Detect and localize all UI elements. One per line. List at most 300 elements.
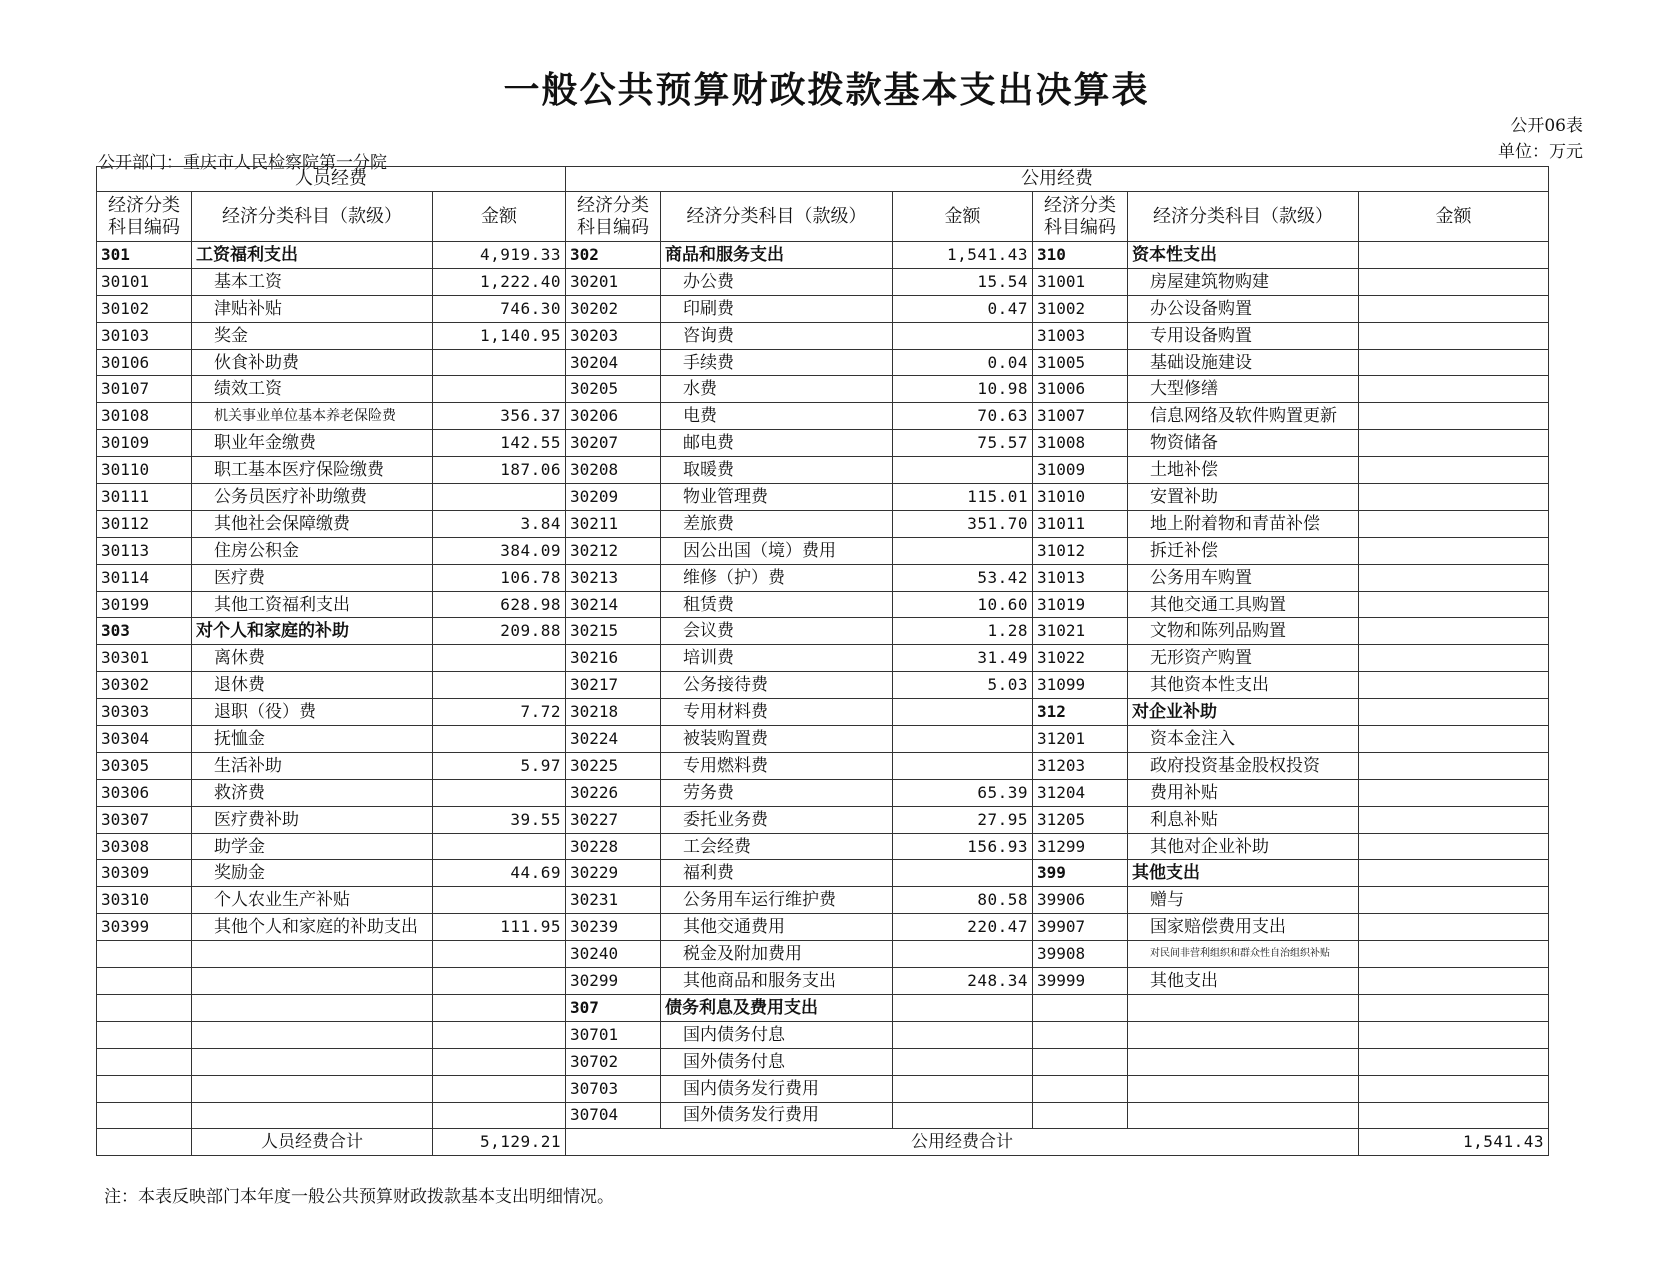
code-cell: 30302 — [97, 672, 192, 699]
amount-cell — [1359, 914, 1549, 941]
name-cell: 手续费 — [661, 349, 893, 376]
personnel-group-header: 人员经费 — [97, 167, 566, 192]
code-cell: 31003 — [1033, 322, 1128, 349]
table-row — [97, 349, 1549, 376]
amount-cell: 53.42 — [893, 564, 1033, 591]
name-cell: 其他交通工具购置 — [1128, 591, 1359, 618]
amount-cell — [433, 376, 566, 403]
name-cell: 专用材料费 — [661, 699, 893, 726]
col-header-amount: 金额 — [433, 192, 566, 242]
name-cell — [1128, 1102, 1359, 1129]
name-cell: 福利费 — [661, 860, 893, 887]
code-cell: 30702 — [566, 1048, 661, 1075]
name-cell: 办公费 — [661, 268, 893, 295]
amount-cell — [893, 537, 1033, 564]
code-cell: 312 — [1033, 699, 1128, 726]
amount-cell — [1359, 349, 1549, 376]
name-cell: 公务用车运行维护费 — [661, 887, 893, 914]
name-cell: 工会经费 — [661, 833, 893, 860]
amount-cell — [1359, 537, 1549, 564]
amount-cell: 80.58 — [893, 887, 1033, 914]
table-row — [97, 242, 1549, 269]
code-cell — [1033, 1102, 1128, 1129]
code-cell: 31099 — [1033, 672, 1128, 699]
amount-cell — [433, 349, 566, 376]
name-cell — [192, 1102, 433, 1129]
code-cell: 30218 — [566, 699, 661, 726]
amount-cell: 75.57 — [893, 430, 1033, 457]
name-cell: 咨询费 — [661, 322, 893, 349]
name-cell — [192, 994, 433, 1021]
table-row — [97, 430, 1549, 457]
amount-cell — [893, 1102, 1033, 1129]
personnel-total-label: 人员经费合计 — [192, 1129, 433, 1156]
amount-cell: 39.55 — [433, 806, 566, 833]
code-cell: 30207 — [566, 430, 661, 457]
code-cell: 30217 — [566, 672, 661, 699]
name-cell: 土地补偿 — [1128, 457, 1359, 484]
table-row — [97, 779, 1549, 806]
table-row — [97, 484, 1549, 511]
amount-cell — [893, 1075, 1033, 1102]
amount-cell — [1359, 1021, 1549, 1048]
code-cell: 31022 — [1033, 645, 1128, 672]
code-cell: 301 — [97, 242, 192, 269]
col-header-amount: 金额 — [893, 192, 1033, 242]
amount-cell — [1359, 645, 1549, 672]
code-cell: 30304 — [97, 726, 192, 753]
table-row — [97, 752, 1549, 779]
code-cell: 31204 — [1033, 779, 1128, 806]
name-cell: 津贴补贴 — [192, 295, 433, 322]
amount-cell — [433, 1048, 566, 1075]
name-cell: 工资福利支出 — [192, 242, 433, 269]
table-row — [97, 268, 1549, 295]
amount-cell — [1359, 887, 1549, 914]
code-cell: 31010 — [1033, 484, 1128, 511]
code-cell: 31019 — [1033, 591, 1128, 618]
amount-cell — [893, 457, 1033, 484]
code-cell: 31201 — [1033, 726, 1128, 753]
code-cell: 30228 — [566, 833, 661, 860]
code-cell: 30229 — [566, 860, 661, 887]
name-cell: 赠与 — [1128, 887, 1359, 914]
code-cell: 39907 — [1033, 914, 1128, 941]
table-row — [97, 726, 1549, 753]
code-cell: 30102 — [97, 295, 192, 322]
amount-cell — [893, 941, 1033, 968]
name-cell: 国外债务付息 — [661, 1048, 893, 1075]
amount-cell — [433, 726, 566, 753]
amount-cell: 44.69 — [433, 860, 566, 887]
public-group-header: 公用经费 — [566, 167, 1549, 192]
column-header-row — [97, 192, 1549, 242]
code-cell — [97, 1102, 192, 1129]
name-cell — [1128, 1048, 1359, 1075]
amount-cell: 187.06 — [433, 457, 566, 484]
amount-cell — [1359, 618, 1549, 645]
name-cell: 资本金注入 — [1128, 726, 1359, 753]
group-header-row — [97, 167, 1549, 192]
code-cell: 30110 — [97, 457, 192, 484]
code-cell — [1033, 1075, 1128, 1102]
code-cell: 30310 — [97, 887, 192, 914]
code-cell: 30701 — [566, 1021, 661, 1048]
code-cell: 30113 — [97, 537, 192, 564]
code-cell: 30399 — [97, 914, 192, 941]
amount-cell: 0.04 — [893, 349, 1033, 376]
name-cell: 救济费 — [192, 779, 433, 806]
name-cell — [192, 941, 433, 968]
code-cell: 31205 — [1033, 806, 1128, 833]
name-cell: 国内债务付息 — [661, 1021, 893, 1048]
name-cell: 对民间非营利组织和群众性自治组织补贴 — [1128, 941, 1359, 968]
name-cell: 其他资本性支出 — [1128, 672, 1359, 699]
amount-cell: 15.54 — [893, 268, 1033, 295]
code-cell — [97, 968, 192, 995]
amount-cell — [1359, 994, 1549, 1021]
table-row — [97, 860, 1549, 887]
amount-cell — [1359, 510, 1549, 537]
code-cell: 30303 — [97, 699, 192, 726]
amount-cell — [433, 1102, 566, 1129]
name-cell: 办公设备购置 — [1128, 295, 1359, 322]
amount-cell — [893, 1021, 1033, 1048]
amount-cell — [893, 322, 1033, 349]
code-cell: 31005 — [1033, 349, 1128, 376]
amount-cell — [433, 1075, 566, 1102]
name-cell: 职工基本医疗保险缴费 — [192, 457, 433, 484]
name-cell: 助学金 — [192, 833, 433, 860]
code-cell: 30224 — [566, 726, 661, 753]
code-cell: 39999 — [1033, 968, 1128, 995]
name-cell: 其他商品和服务支出 — [661, 968, 893, 995]
code-cell: 30226 — [566, 779, 661, 806]
name-cell: 委托业务费 — [661, 806, 893, 833]
code-cell: 30106 — [97, 349, 192, 376]
amount-cell — [433, 645, 566, 672]
amount-cell — [433, 994, 566, 1021]
table-row — [97, 457, 1549, 484]
name-cell: 费用补贴 — [1128, 779, 1359, 806]
table-row — [97, 968, 1549, 995]
code-cell — [97, 1021, 192, 1048]
amount-cell: 1,541.43 — [893, 242, 1033, 269]
total-blank — [97, 1129, 192, 1156]
code-cell: 30227 — [566, 806, 661, 833]
table-row — [97, 376, 1549, 403]
code-cell: 30208 — [566, 457, 661, 484]
department-label: 公开部门：重庆市人民检察院第一分院 — [98, 153, 387, 173]
amount-cell — [893, 699, 1033, 726]
name-cell: 物业管理费 — [661, 484, 893, 511]
code-cell: 30214 — [566, 591, 661, 618]
amount-cell: 384.09 — [433, 537, 566, 564]
amount-cell — [433, 887, 566, 914]
amount-cell — [1359, 564, 1549, 591]
code-cell: 30201 — [566, 268, 661, 295]
code-cell: 30213 — [566, 564, 661, 591]
amount-cell — [1359, 1102, 1549, 1129]
amount-cell — [1359, 752, 1549, 779]
amount-cell — [1359, 1048, 1549, 1075]
amount-cell — [1359, 591, 1549, 618]
amount-cell — [1359, 941, 1549, 968]
code-cell: 31299 — [1033, 833, 1128, 860]
amount-cell: 209.88 — [433, 618, 566, 645]
name-cell: 差旅费 — [661, 510, 893, 537]
table-row — [97, 699, 1549, 726]
name-cell: 电费 — [661, 403, 893, 430]
name-cell: 专用燃料费 — [661, 752, 893, 779]
amount-cell — [433, 779, 566, 806]
page-title: 一般公共预算财政拨款基本支出决算表 — [503, 70, 1150, 111]
code-cell — [1033, 994, 1128, 1021]
amount-cell: 115.01 — [893, 484, 1033, 511]
code-cell: 30114 — [97, 564, 192, 591]
amount-cell: 5.97 — [433, 752, 566, 779]
amount-cell: 111.95 — [433, 914, 566, 941]
name-cell: 国外债务发行费用 — [661, 1102, 893, 1129]
name-cell: 培训费 — [661, 645, 893, 672]
code-cell: 30202 — [566, 295, 661, 322]
code-cell: 31021 — [1033, 618, 1128, 645]
name-cell: 奖励金 — [192, 860, 433, 887]
amount-cell — [433, 484, 566, 511]
name-cell: 住房公积金 — [192, 537, 433, 564]
code-cell: 30704 — [566, 1102, 661, 1129]
col-header-name: 经济分类科目（款级） — [661, 192, 893, 242]
amount-cell: 10.98 — [893, 376, 1033, 403]
code-cell: 39908 — [1033, 941, 1128, 968]
amount-cell — [893, 994, 1033, 1021]
amount-cell: 70.63 — [893, 403, 1033, 430]
amount-cell: 351.70 — [893, 510, 1033, 537]
amount-cell — [433, 1021, 566, 1048]
name-cell: 专用设备购置 — [1128, 322, 1359, 349]
code-cell: 30203 — [566, 322, 661, 349]
name-cell: 伙食补助费 — [192, 349, 433, 376]
amount-cell: 7.72 — [433, 699, 566, 726]
code-cell: 31203 — [1033, 752, 1128, 779]
amount-cell: 31.49 — [893, 645, 1033, 672]
name-cell: 基础设施建设 — [1128, 349, 1359, 376]
name-cell: 绩效工资 — [192, 376, 433, 403]
table-row — [97, 403, 1549, 430]
code-cell: 30101 — [97, 268, 192, 295]
code-cell: 30703 — [566, 1075, 661, 1102]
code-cell: 30307 — [97, 806, 192, 833]
code-cell: 31002 — [1033, 295, 1128, 322]
code-cell: 30215 — [566, 618, 661, 645]
amount-cell — [1359, 403, 1549, 430]
name-cell: 个人农业生产补贴 — [192, 887, 433, 914]
table-row — [97, 645, 1549, 672]
amount-cell: 142.55 — [433, 430, 566, 457]
name-cell: 商品和服务支出 — [661, 242, 893, 269]
expenditure-table — [96, 166, 1549, 1156]
name-cell: 对个人和家庭的补助 — [192, 618, 433, 645]
amount-cell — [1359, 376, 1549, 403]
amount-cell — [1359, 672, 1549, 699]
amount-cell: 0.47 — [893, 295, 1033, 322]
table-row — [97, 1102, 1549, 1129]
name-cell: 水费 — [661, 376, 893, 403]
amount-cell — [433, 833, 566, 860]
name-cell — [1128, 1075, 1359, 1102]
name-cell: 其他交通费用 — [661, 914, 893, 941]
name-cell: 被装购置费 — [661, 726, 893, 753]
code-cell: 30199 — [97, 591, 192, 618]
amount-cell: 5.03 — [893, 672, 1033, 699]
name-cell: 其他个人和家庭的补助支出 — [192, 914, 433, 941]
col-header-name: 经济分类科目（款级） — [192, 192, 433, 242]
code-cell: 30205 — [566, 376, 661, 403]
code-cell: 30309 — [97, 860, 192, 887]
code-cell: 31008 — [1033, 430, 1128, 457]
name-cell: 公务员医疗补助缴费 — [192, 484, 433, 511]
table-row — [97, 295, 1549, 322]
amount-cell — [1359, 699, 1549, 726]
code-cell: 30108 — [97, 403, 192, 430]
name-cell: 公务用车购置 — [1128, 564, 1359, 591]
code-cell: 30109 — [97, 430, 192, 457]
table-row — [97, 941, 1549, 968]
name-cell: 政府投资基金股权投资 — [1128, 752, 1359, 779]
amount-cell: 220.47 — [893, 914, 1033, 941]
code-cell: 30308 — [97, 833, 192, 860]
amount-cell: 1,140.95 — [433, 322, 566, 349]
table-row — [97, 887, 1549, 914]
name-cell — [192, 1075, 433, 1102]
code-cell: 30204 — [566, 349, 661, 376]
totals-row — [97, 1129, 1549, 1156]
code-cell: 31013 — [1033, 564, 1128, 591]
code-cell — [97, 1075, 192, 1102]
amount-cell — [1359, 860, 1549, 887]
table-row — [97, 322, 1549, 349]
table-row — [97, 833, 1549, 860]
code-cell: 30111 — [97, 484, 192, 511]
col-header-code: 经济分类科目编码 — [566, 192, 661, 242]
name-cell: 安置补助 — [1128, 484, 1359, 511]
amount-cell: 1.28 — [893, 618, 1033, 645]
amount-cell: 356.37 — [433, 403, 566, 430]
code-cell: 30206 — [566, 403, 661, 430]
name-cell: 印刷费 — [661, 295, 893, 322]
amount-cell: 156.93 — [893, 833, 1033, 860]
name-cell: 劳务费 — [661, 779, 893, 806]
name-cell: 生活补助 — [192, 752, 433, 779]
amount-cell — [1359, 430, 1549, 457]
name-cell: 其他工资福利支出 — [192, 591, 433, 618]
table-row — [97, 1075, 1549, 1102]
table-row — [97, 510, 1549, 537]
name-cell: 公务接待费 — [661, 672, 893, 699]
code-cell: 31009 — [1033, 457, 1128, 484]
code-cell — [1033, 1048, 1128, 1075]
code-cell: 30209 — [566, 484, 661, 511]
code-cell: 31007 — [1033, 403, 1128, 430]
amount-cell: 1,222.40 — [433, 268, 566, 295]
name-cell — [1128, 994, 1359, 1021]
name-cell: 邮电费 — [661, 430, 893, 457]
code-cell: 30231 — [566, 887, 661, 914]
personnel-total-amount: 5,129.21 — [433, 1129, 566, 1156]
amount-cell — [1359, 833, 1549, 860]
code-cell — [97, 1048, 192, 1075]
code-cell: 31011 — [1033, 510, 1128, 537]
name-cell: 物资储备 — [1128, 430, 1359, 457]
amount-cell — [1359, 268, 1549, 295]
code-cell: 30239 — [566, 914, 661, 941]
name-cell: 其他支出 — [1128, 860, 1359, 887]
name-cell — [192, 968, 433, 995]
name-cell: 会议费 — [661, 618, 893, 645]
name-cell: 债务利息及费用支出 — [661, 994, 893, 1021]
amount-cell — [893, 752, 1033, 779]
amount-cell: 3.84 — [433, 510, 566, 537]
name-cell: 无形资产购置 — [1128, 645, 1359, 672]
name-cell: 其他社会保障缴费 — [192, 510, 433, 537]
name-cell: 维修（护）费 — [661, 564, 893, 591]
col-header-code: 经济分类科目编码 — [1033, 192, 1128, 242]
amount-cell — [1359, 295, 1549, 322]
table-row — [97, 1021, 1549, 1048]
name-cell: 因公出国（境）费用 — [661, 537, 893, 564]
name-cell — [1128, 1021, 1359, 1048]
code-cell: 30103 — [97, 322, 192, 349]
name-cell: 其他对企业补助 — [1128, 833, 1359, 860]
table-row — [97, 1048, 1549, 1075]
code-cell: 30305 — [97, 752, 192, 779]
name-cell: 地上附着物和青苗补偿 — [1128, 510, 1359, 537]
amount-cell: 10.60 — [893, 591, 1033, 618]
name-cell: 拆迁补偿 — [1128, 537, 1359, 564]
col-header-amount: 金额 — [1359, 192, 1549, 242]
table-row — [97, 537, 1549, 564]
name-cell: 税金及附加费用 — [661, 941, 893, 968]
name-cell: 机关事业单位基本养老保险费 — [192, 403, 433, 430]
table-row — [97, 914, 1549, 941]
name-cell: 资本性支出 — [1128, 242, 1359, 269]
amount-cell — [1359, 968, 1549, 995]
col-header-code: 经济分类科目编码 — [97, 192, 192, 242]
amount-cell — [893, 726, 1033, 753]
amount-cell: 628.98 — [433, 591, 566, 618]
code-cell: 31006 — [1033, 376, 1128, 403]
name-cell: 医疗费补助 — [192, 806, 433, 833]
table-row — [97, 618, 1549, 645]
name-cell: 其他支出 — [1128, 968, 1359, 995]
code-cell: 39906 — [1033, 887, 1128, 914]
code-cell: 31001 — [1033, 268, 1128, 295]
code-cell: 30299 — [566, 968, 661, 995]
name-cell: 职业年金缴费 — [192, 430, 433, 457]
name-cell: 对企业补助 — [1128, 699, 1359, 726]
amount-cell: 248.34 — [893, 968, 1033, 995]
amount-cell — [1359, 1075, 1549, 1102]
code-cell: 310 — [1033, 242, 1128, 269]
amount-cell: 106.78 — [433, 564, 566, 591]
name-cell: 抚恤金 — [192, 726, 433, 753]
name-cell: 奖金 — [192, 322, 433, 349]
name-cell: 国内债务发行费用 — [661, 1075, 893, 1102]
code-cell: 399 — [1033, 860, 1128, 887]
amount-cell — [1359, 779, 1549, 806]
unit-label: 单位：万元 — [1498, 142, 1583, 162]
code-cell — [97, 994, 192, 1021]
